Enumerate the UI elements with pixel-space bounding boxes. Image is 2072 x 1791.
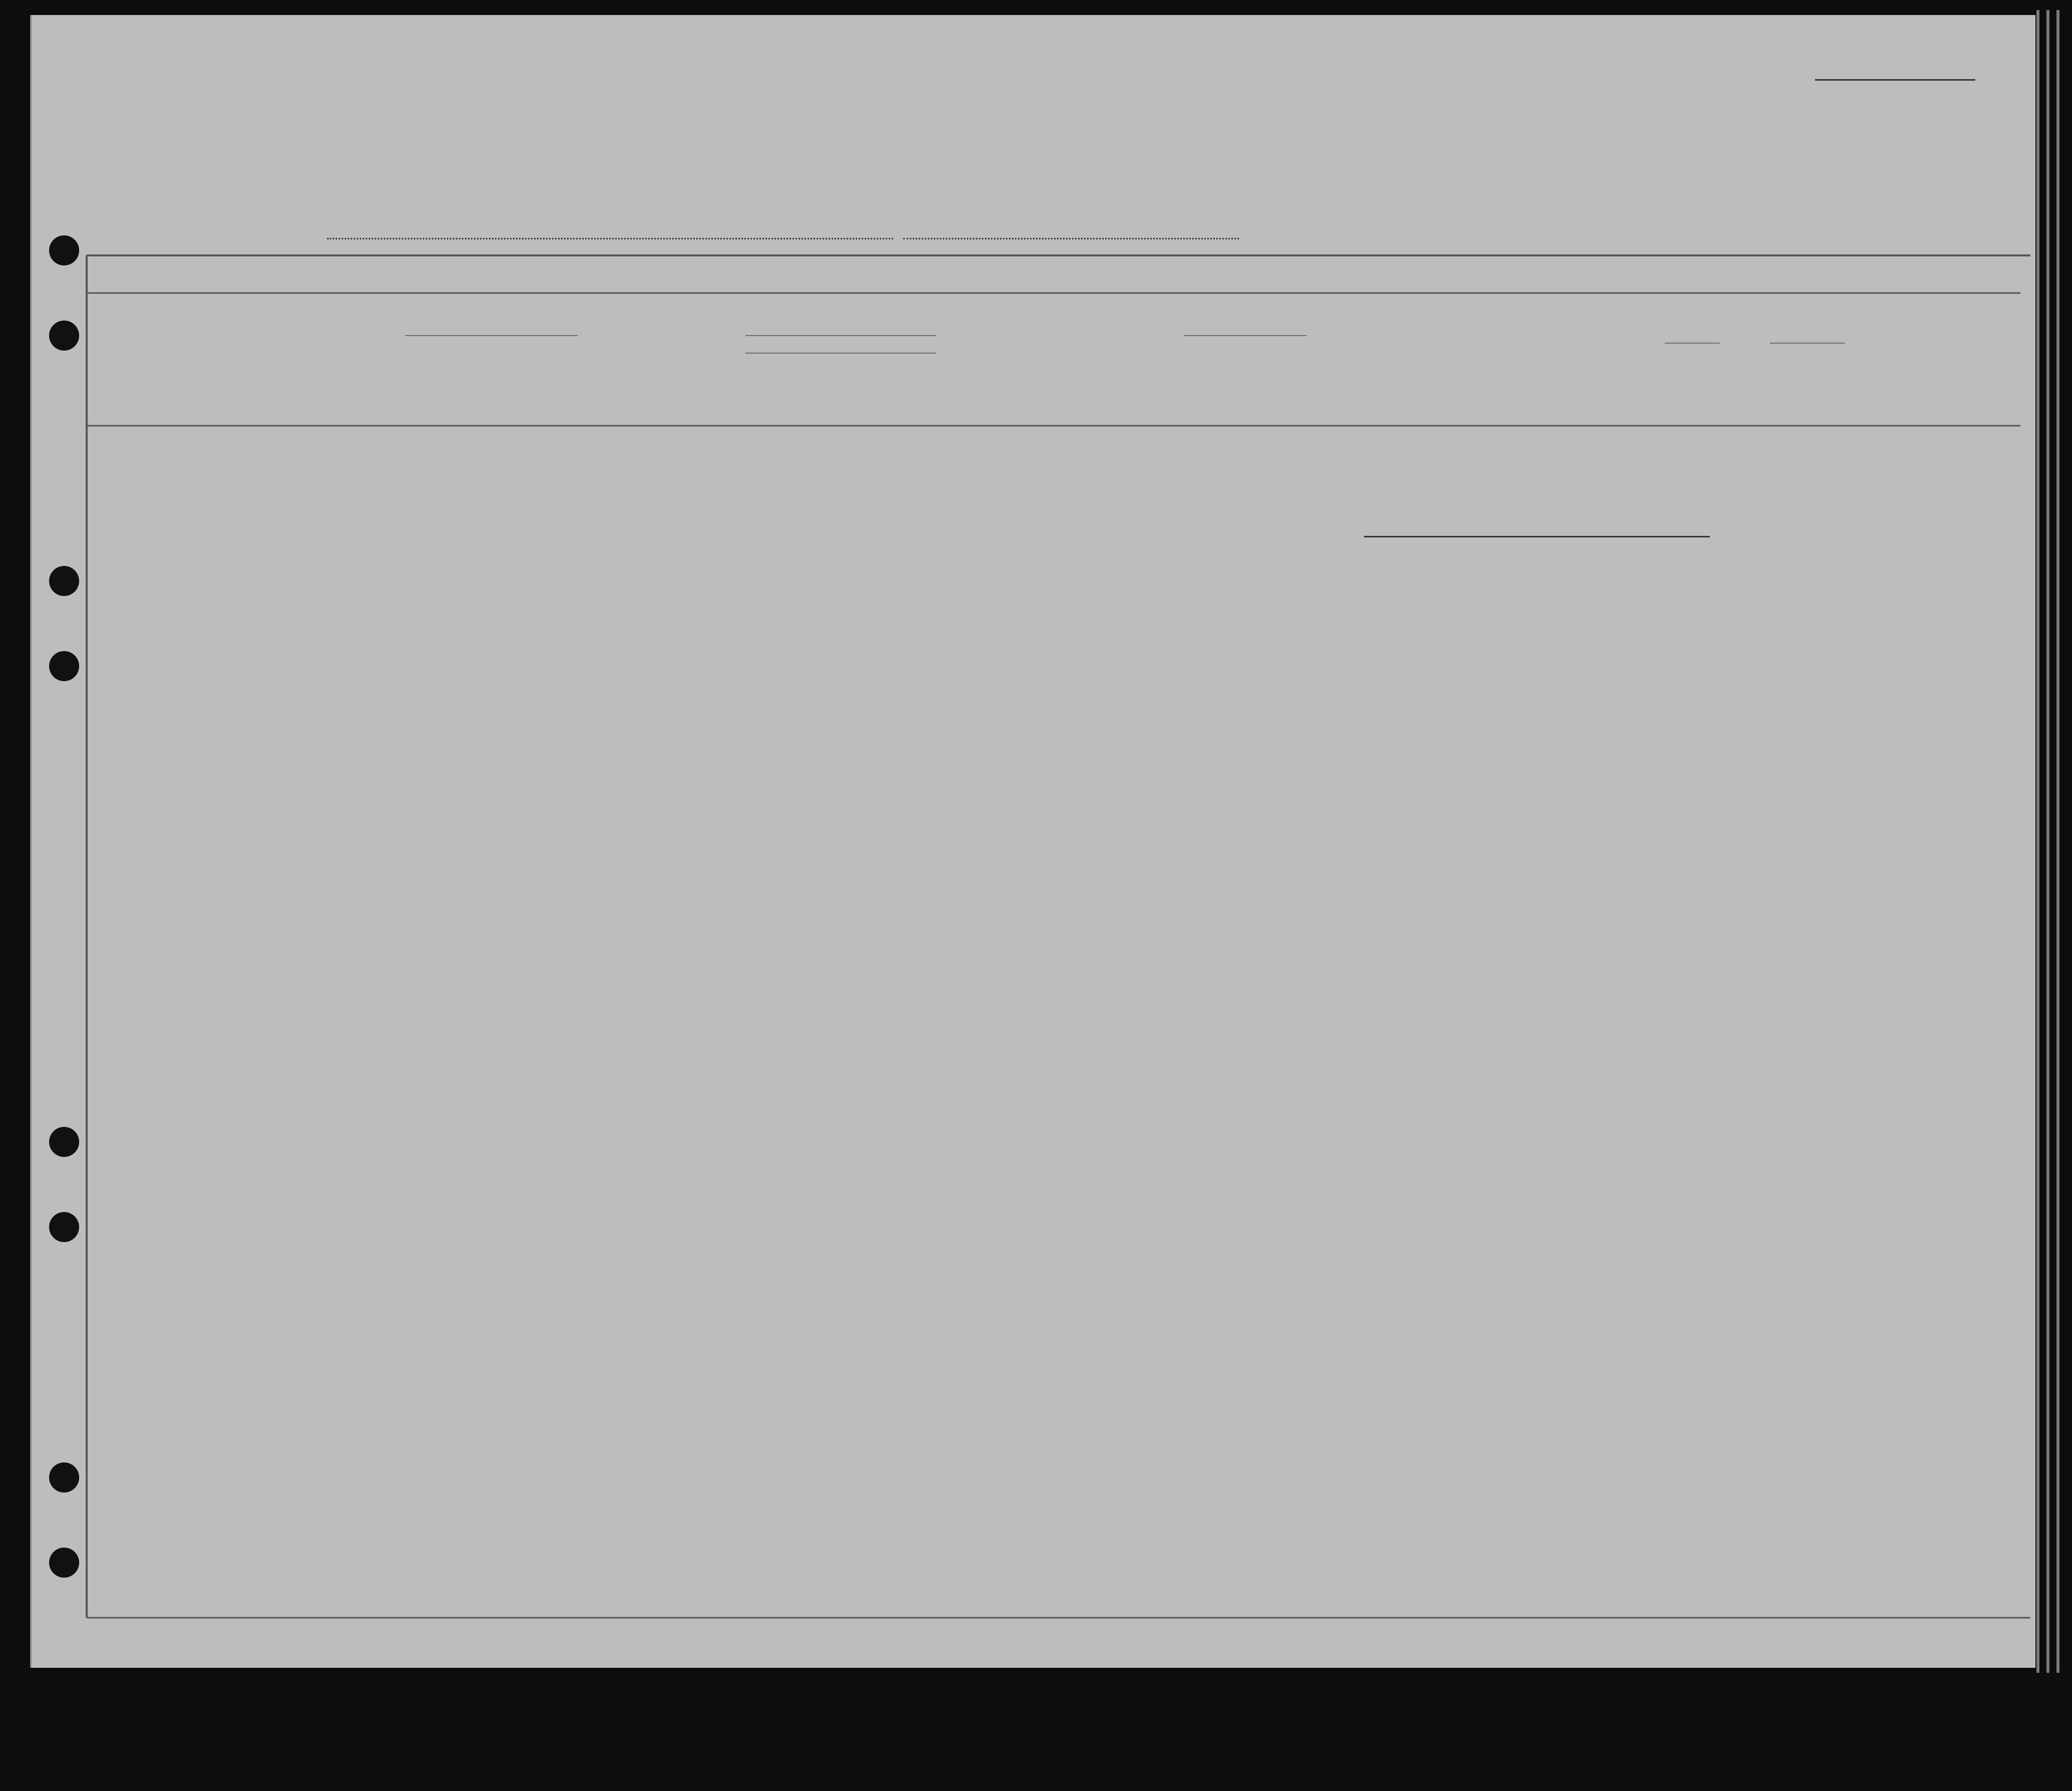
stamp-underline — [1364, 536, 1710, 537]
page-edge — [2046, 10, 2049, 1673]
page-edge — [2036, 10, 2039, 1673]
ledger-grid — [32, 15, 2035, 1668]
page-edge — [2056, 10, 2059, 1673]
manifest-sheet — [30, 15, 2035, 1668]
